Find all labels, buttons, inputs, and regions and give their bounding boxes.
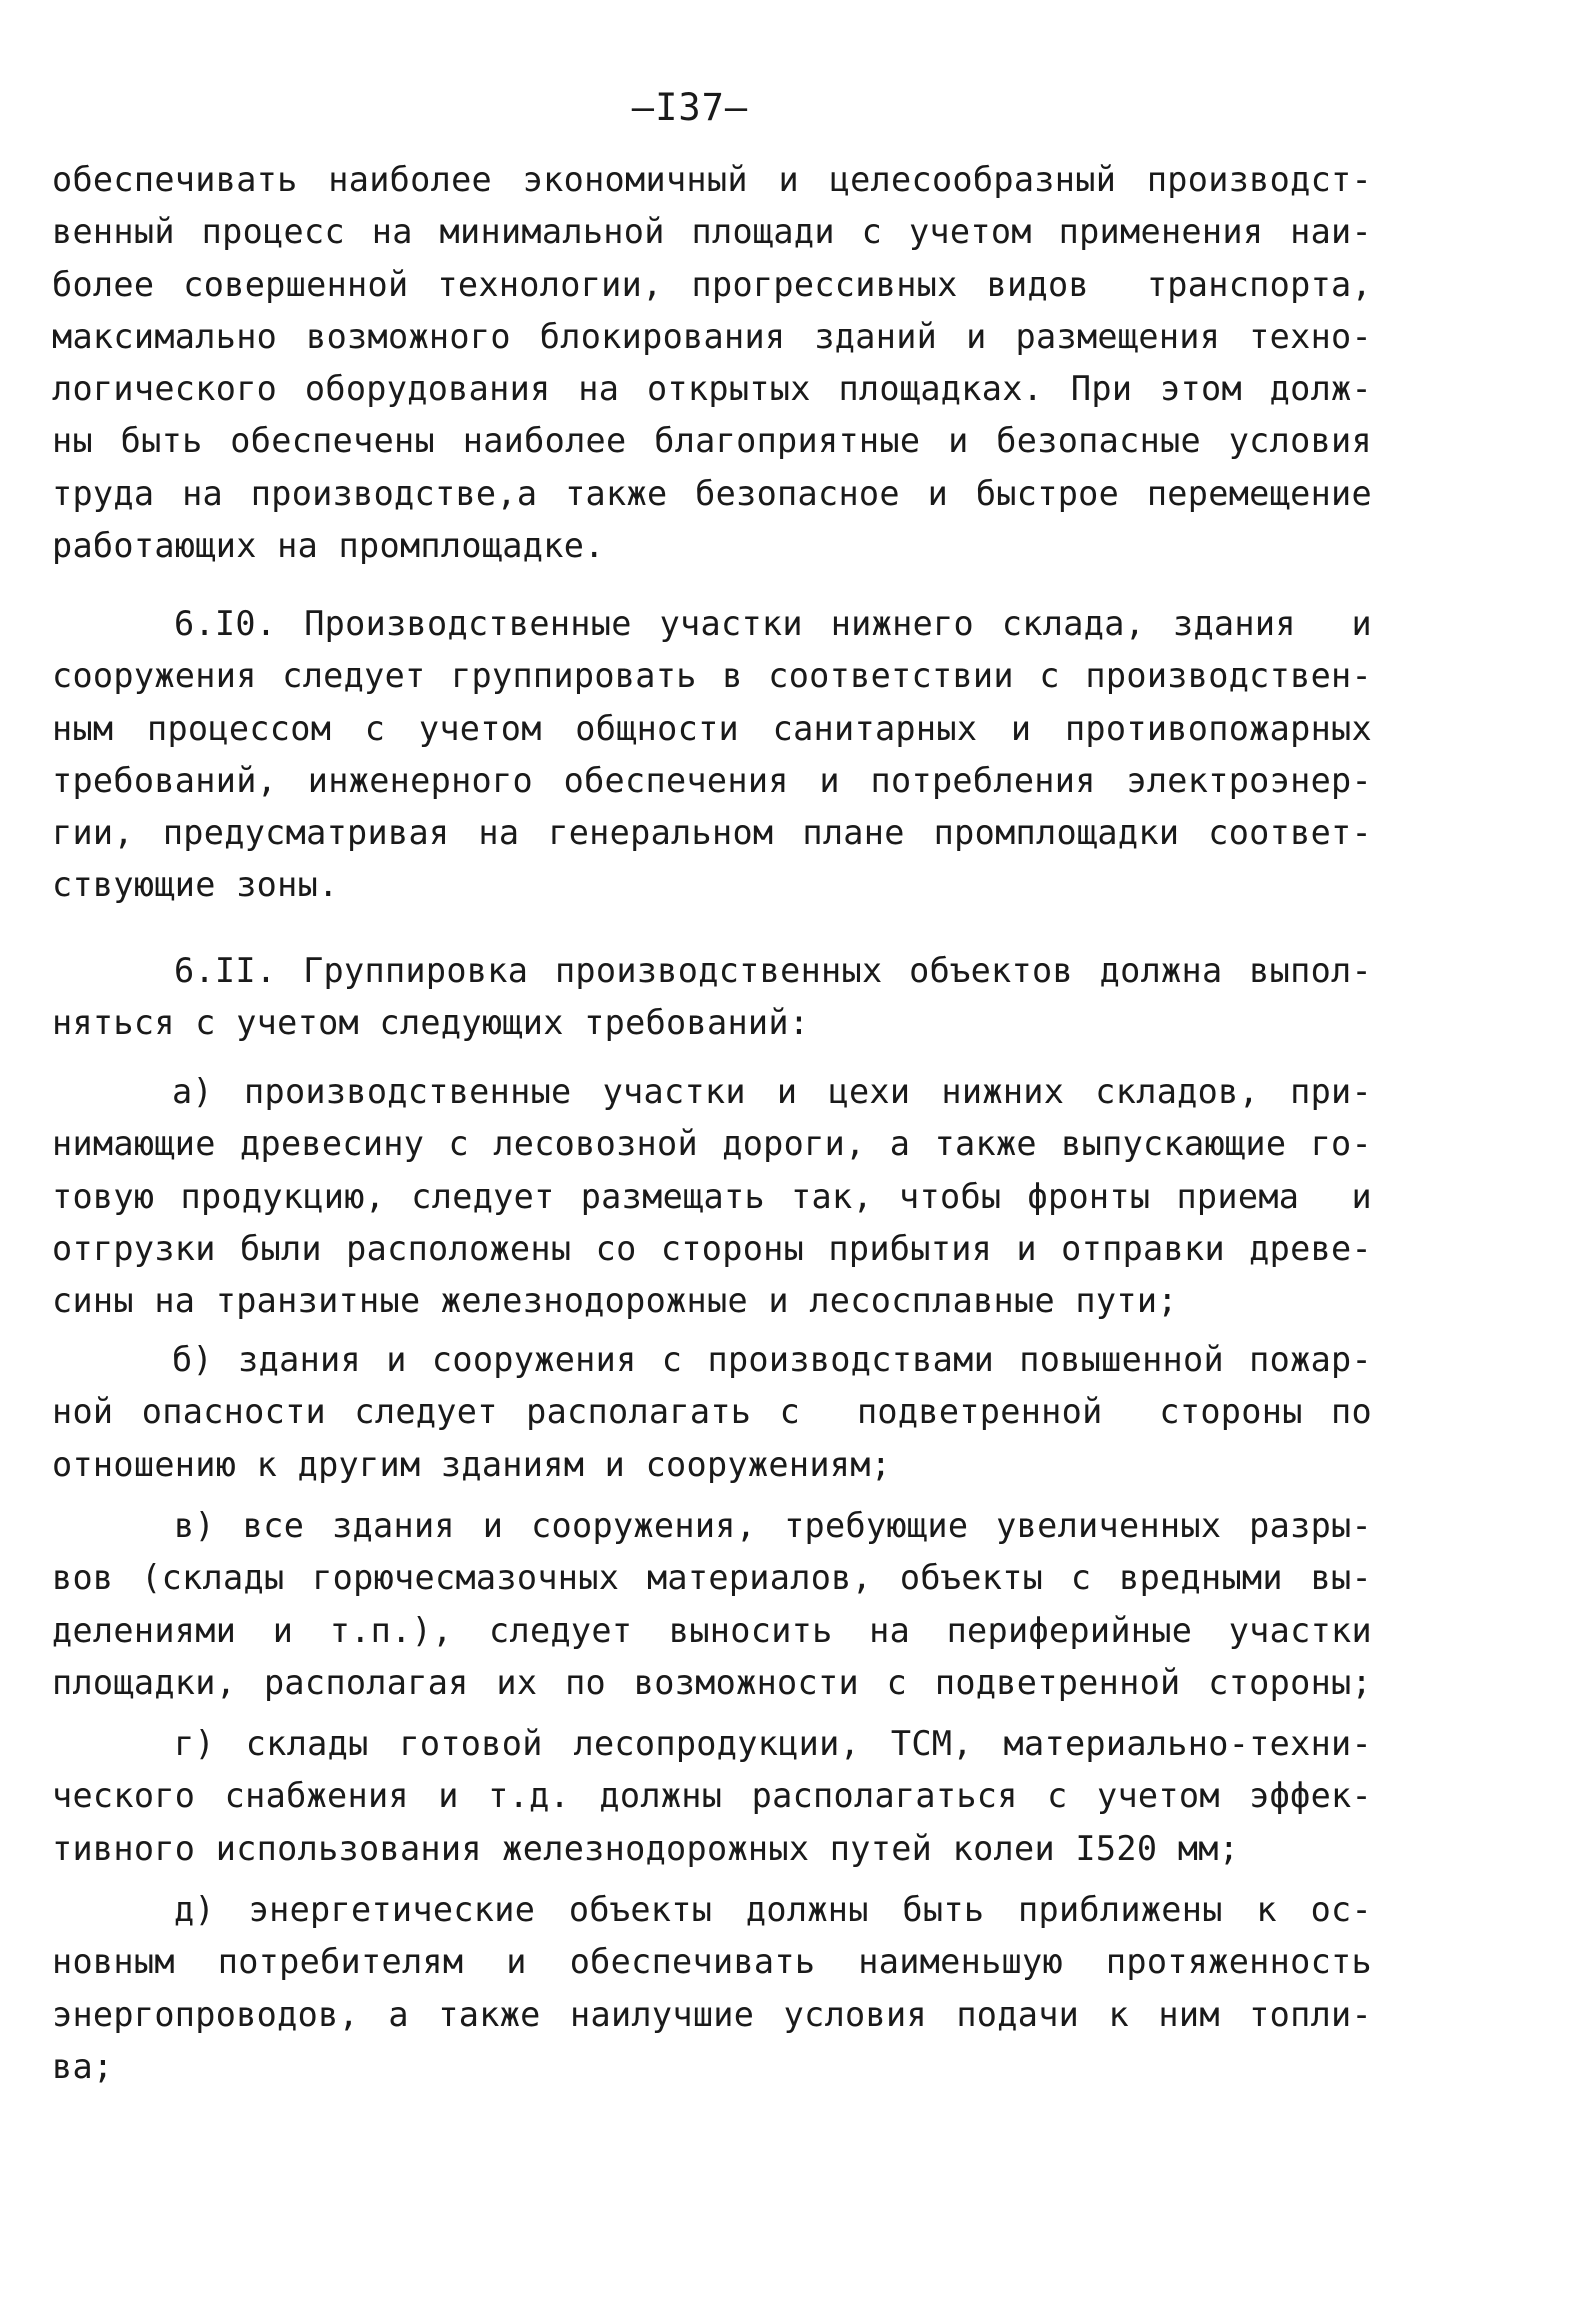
text-line: няться с учетом следующих требований: — [52, 1003, 810, 1043]
text-line: ческого снабжения и т.д. должны располагаться с учетом эффек- — [52, 1776, 1372, 1816]
text-line: д) энергетические объекты должны быть приближены к ос- — [174, 1890, 1372, 1929]
text-line: ной опасности следует располагать с подветренной стороны по — [52, 1392, 1372, 1432]
text-line: гии, предусматривая на генеральном плане промплощадки соответ- — [52, 813, 1372, 853]
list-item-v — [52, 1500, 1372, 1709]
text-line: ва; — [52, 2046, 114, 2086]
text-line: ны быть обеспечены наиболее благоприятные и безопасные условия — [52, 421, 1372, 461]
text-line: вов (склады горючесмазочных материалов, объекты с вредными вы- — [52, 1558, 1372, 1598]
page-number: —I37— — [631, 86, 749, 129]
list-item-g — [52, 1718, 1372, 1875]
text-line: товую продукцию, следует размещать так, чтобы фронты приема и — [52, 1176, 1372, 1216]
text-line: требований, инженерного обеспечения и потребления электроэнер- — [52, 760, 1372, 800]
text-line: сины на транзитные железнодорожные и лесосплавные пути; — [52, 1281, 1178, 1321]
text-line: 6.II. Группировка производственных объектов должна выпол- — [174, 951, 1372, 990]
text-line: а) производственные участки и цехи нижних складов, при- — [172, 1072, 1372, 1111]
text-line: в) все здания и сооружения, требующие увеличенных разры- — [174, 1506, 1372, 1545]
text-line: труда на производстве,а также безопасное и быстрое перемещение — [52, 473, 1372, 513]
text-line: ствующие зоны. — [52, 865, 339, 905]
text-line: площадки, располагая их по возможности с подветренной стороны; — [52, 1662, 1372, 1702]
text-line: новным потребителям и обеспечивать наименьшую протяженность — [52, 1942, 1372, 1982]
text-line: сооружения следует группировать в соответствии с производствен- — [52, 656, 1372, 696]
list-item-b — [52, 1334, 1372, 1491]
text-line: отношению к другим зданиям и сооружениям; — [52, 1444, 892, 1484]
text-line: 6.I0. Производственные участки нижнего склада, здания и — [174, 604, 1372, 643]
text-line: нимающие древесину с лесовозной дороги, а также выпускающие го- — [52, 1124, 1372, 1164]
text-line: отгрузки были расположены со стороны прибытия и отправки древе- — [52, 1228, 1372, 1268]
text-line: делениями и т.п.), следует выносить на периферийные участки — [52, 1610, 1372, 1650]
text-line: максимально возможного блокирования зданий и размещения техно- — [52, 316, 1372, 356]
text-line: ным процессом с учетом общности санитарных и противопожарных — [52, 708, 1372, 748]
text-line: энергопроводов, а также наилучшие условия подачи к ним топли- — [52, 1994, 1372, 2034]
text-line: обеспечивать наиболее экономичный и целесообразный производст- — [52, 160, 1372, 199]
text-line: б) здания и сооружения с производствами повышенной пожар- — [172, 1340, 1372, 1379]
text-line: венный процесс на минимальной площади с учетом применения наи- — [52, 212, 1372, 252]
text-line: более совершенной технологии, прогрессивных видов транспорта, — [52, 264, 1372, 304]
list-item-a — [52, 1066, 1372, 1327]
list-item-d — [52, 1884, 1372, 2093]
paragraph-6-11 — [52, 945, 1372, 1050]
paragraph-continuation — [52, 154, 1372, 572]
text-line: г) склады готовой лесопродукции, ТСМ, материально-техни- — [174, 1724, 1372, 1763]
text-line: тивного использования железнодорожных путей колеи I520 мм; — [52, 1828, 1240, 1868]
paragraph-6-10 — [52, 598, 1372, 912]
text-line: логического оборудования на открытых площадках. При этом долж- — [52, 369, 1372, 409]
text-line: работающих на промплощадке. — [52, 526, 605, 566]
